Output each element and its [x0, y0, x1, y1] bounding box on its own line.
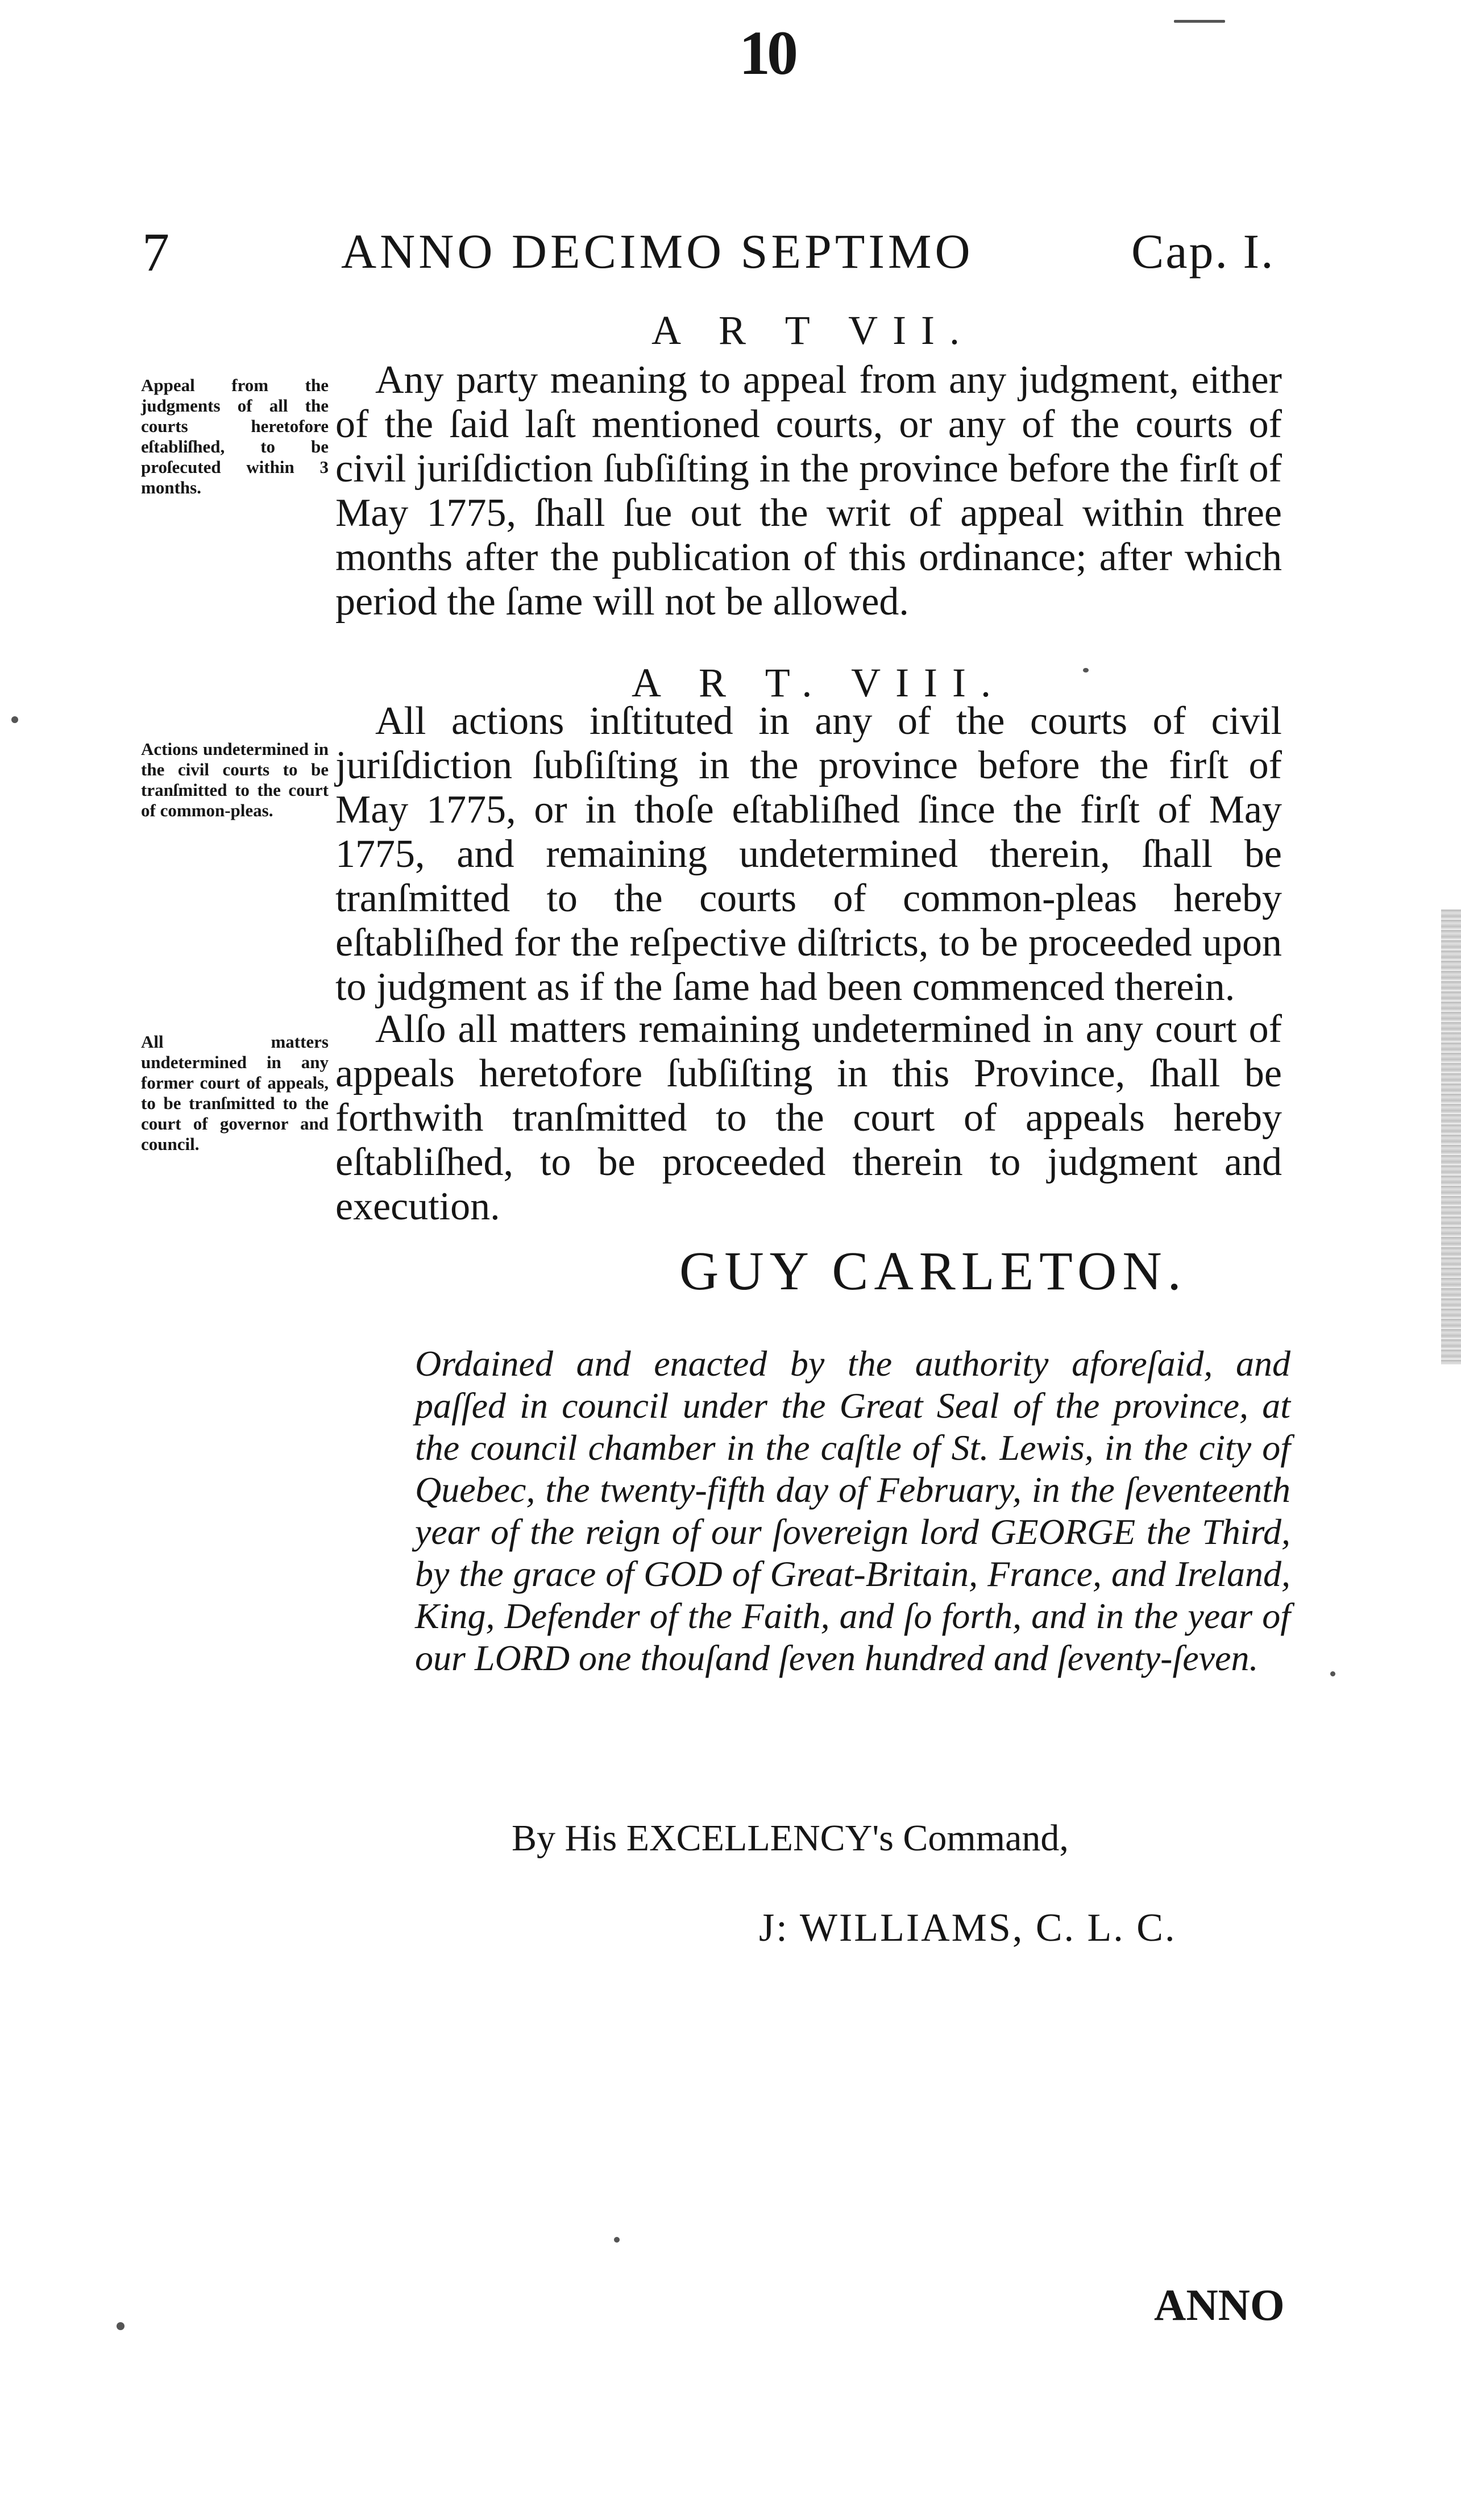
page-number-top: 10: [739, 18, 795, 88]
article-8-body-1: [335, 699, 1282, 1010]
scan-speck: [1174, 20, 1225, 23]
scan-edge-shadow: [1441, 910, 1461, 1364]
catchword: ANNO: [1154, 2280, 1285, 2330]
article-7-heading: A R T VII.: [651, 308, 975, 353]
scan-speck: [117, 2322, 124, 2330]
clerk-signature: J: WILLIAMS, C. L. C.: [759, 1906, 1177, 1950]
article-8-paragraph-1: All actions inſtituted in any of the courts of civil juriſdiction ſubſiſting in the province before the firſt of May 1775, or in thoſe eſtabliſhed ſince the firſt of May 1775, and remaining undetermined therein, ſhall be tranſmitted to the courts of common-pleas hereby eſtabliſhed for the reſpective diſtricts, to be proceeded upon to judgment as if the ſame had been commenced therein.: [335, 699, 1282, 1009]
scan-speck: [1083, 668, 1089, 672]
ordained-clause: Ordained and enacted by the authority aforeſaid, and paſſed in council under the Great Seal of the province, at the council chamber in the caſtle of St. Lewis, in the city of Quebec, the twenty-fifth day of February, in the ſeventeenth year of the reign of our ſovereign lord GEORGE the Third, by the grace of GOD of Great-Britain, France, and Ireland, King, Defender of the Faith, and ſo forth, and in the year of our LORD one thouſand ſeven hundred and ſeventy-ſeven.: [415, 1343, 1290, 1678]
article-8-paragraph-2: Alſo all matters remaining undetermined in any court of appeals heretofore ſubſiſting in this Province, ſhall be forthwith tranſmitted to the court of appeals hereby eſtabliſhed, to be proceeded therein to judgment and execution.: [335, 1007, 1282, 1228]
chapter-label: Cap. I.: [1131, 224, 1275, 279]
governor-signature: GUY CARLETON.: [679, 1240, 1187, 1301]
scan-speck: [1330, 1671, 1335, 1676]
running-title: ANNO DECIMO SEPTIMO: [341, 224, 974, 279]
scan-speck: [11, 716, 18, 723]
article-7-body: [335, 358, 1282, 624]
margin-note-article-7: Appeal from the judgments of all the courts heretofore eſtabliſhed, to be proſecuted within 3 months.: [141, 375, 329, 497]
article-8-body-2: [335, 1007, 1282, 1229]
article-8-heading: A R T. VIII.: [631, 660, 1006, 705]
scan-speck: [614, 2237, 620, 2243]
article-7-paragraph: Any party meaning to appeal from any judgment, either of the ſaid laſt mentioned courts, or any of the courts of civil juriſdiction ſubſiſting in the province before the firſt of May 1775, ſhall ſue out the writ of appeal within three months after the publication of this ordinance; after which period the ſame will not be allowed.: [335, 358, 1282, 624]
command-line: By His EXCELLENCY's Command,: [512, 1817, 1069, 1859]
margin-note-article-8-actions: Actions undetermined in the civil courts to be tranſmitted to the court of common-pleas.: [141, 739, 329, 820]
folio-number: 7: [142, 222, 169, 283]
margin-note-article-8-appeals: All matters undetermined in any former court of appeals, to be tranſmitted to the court of governor and council.: [141, 1032, 329, 1154]
